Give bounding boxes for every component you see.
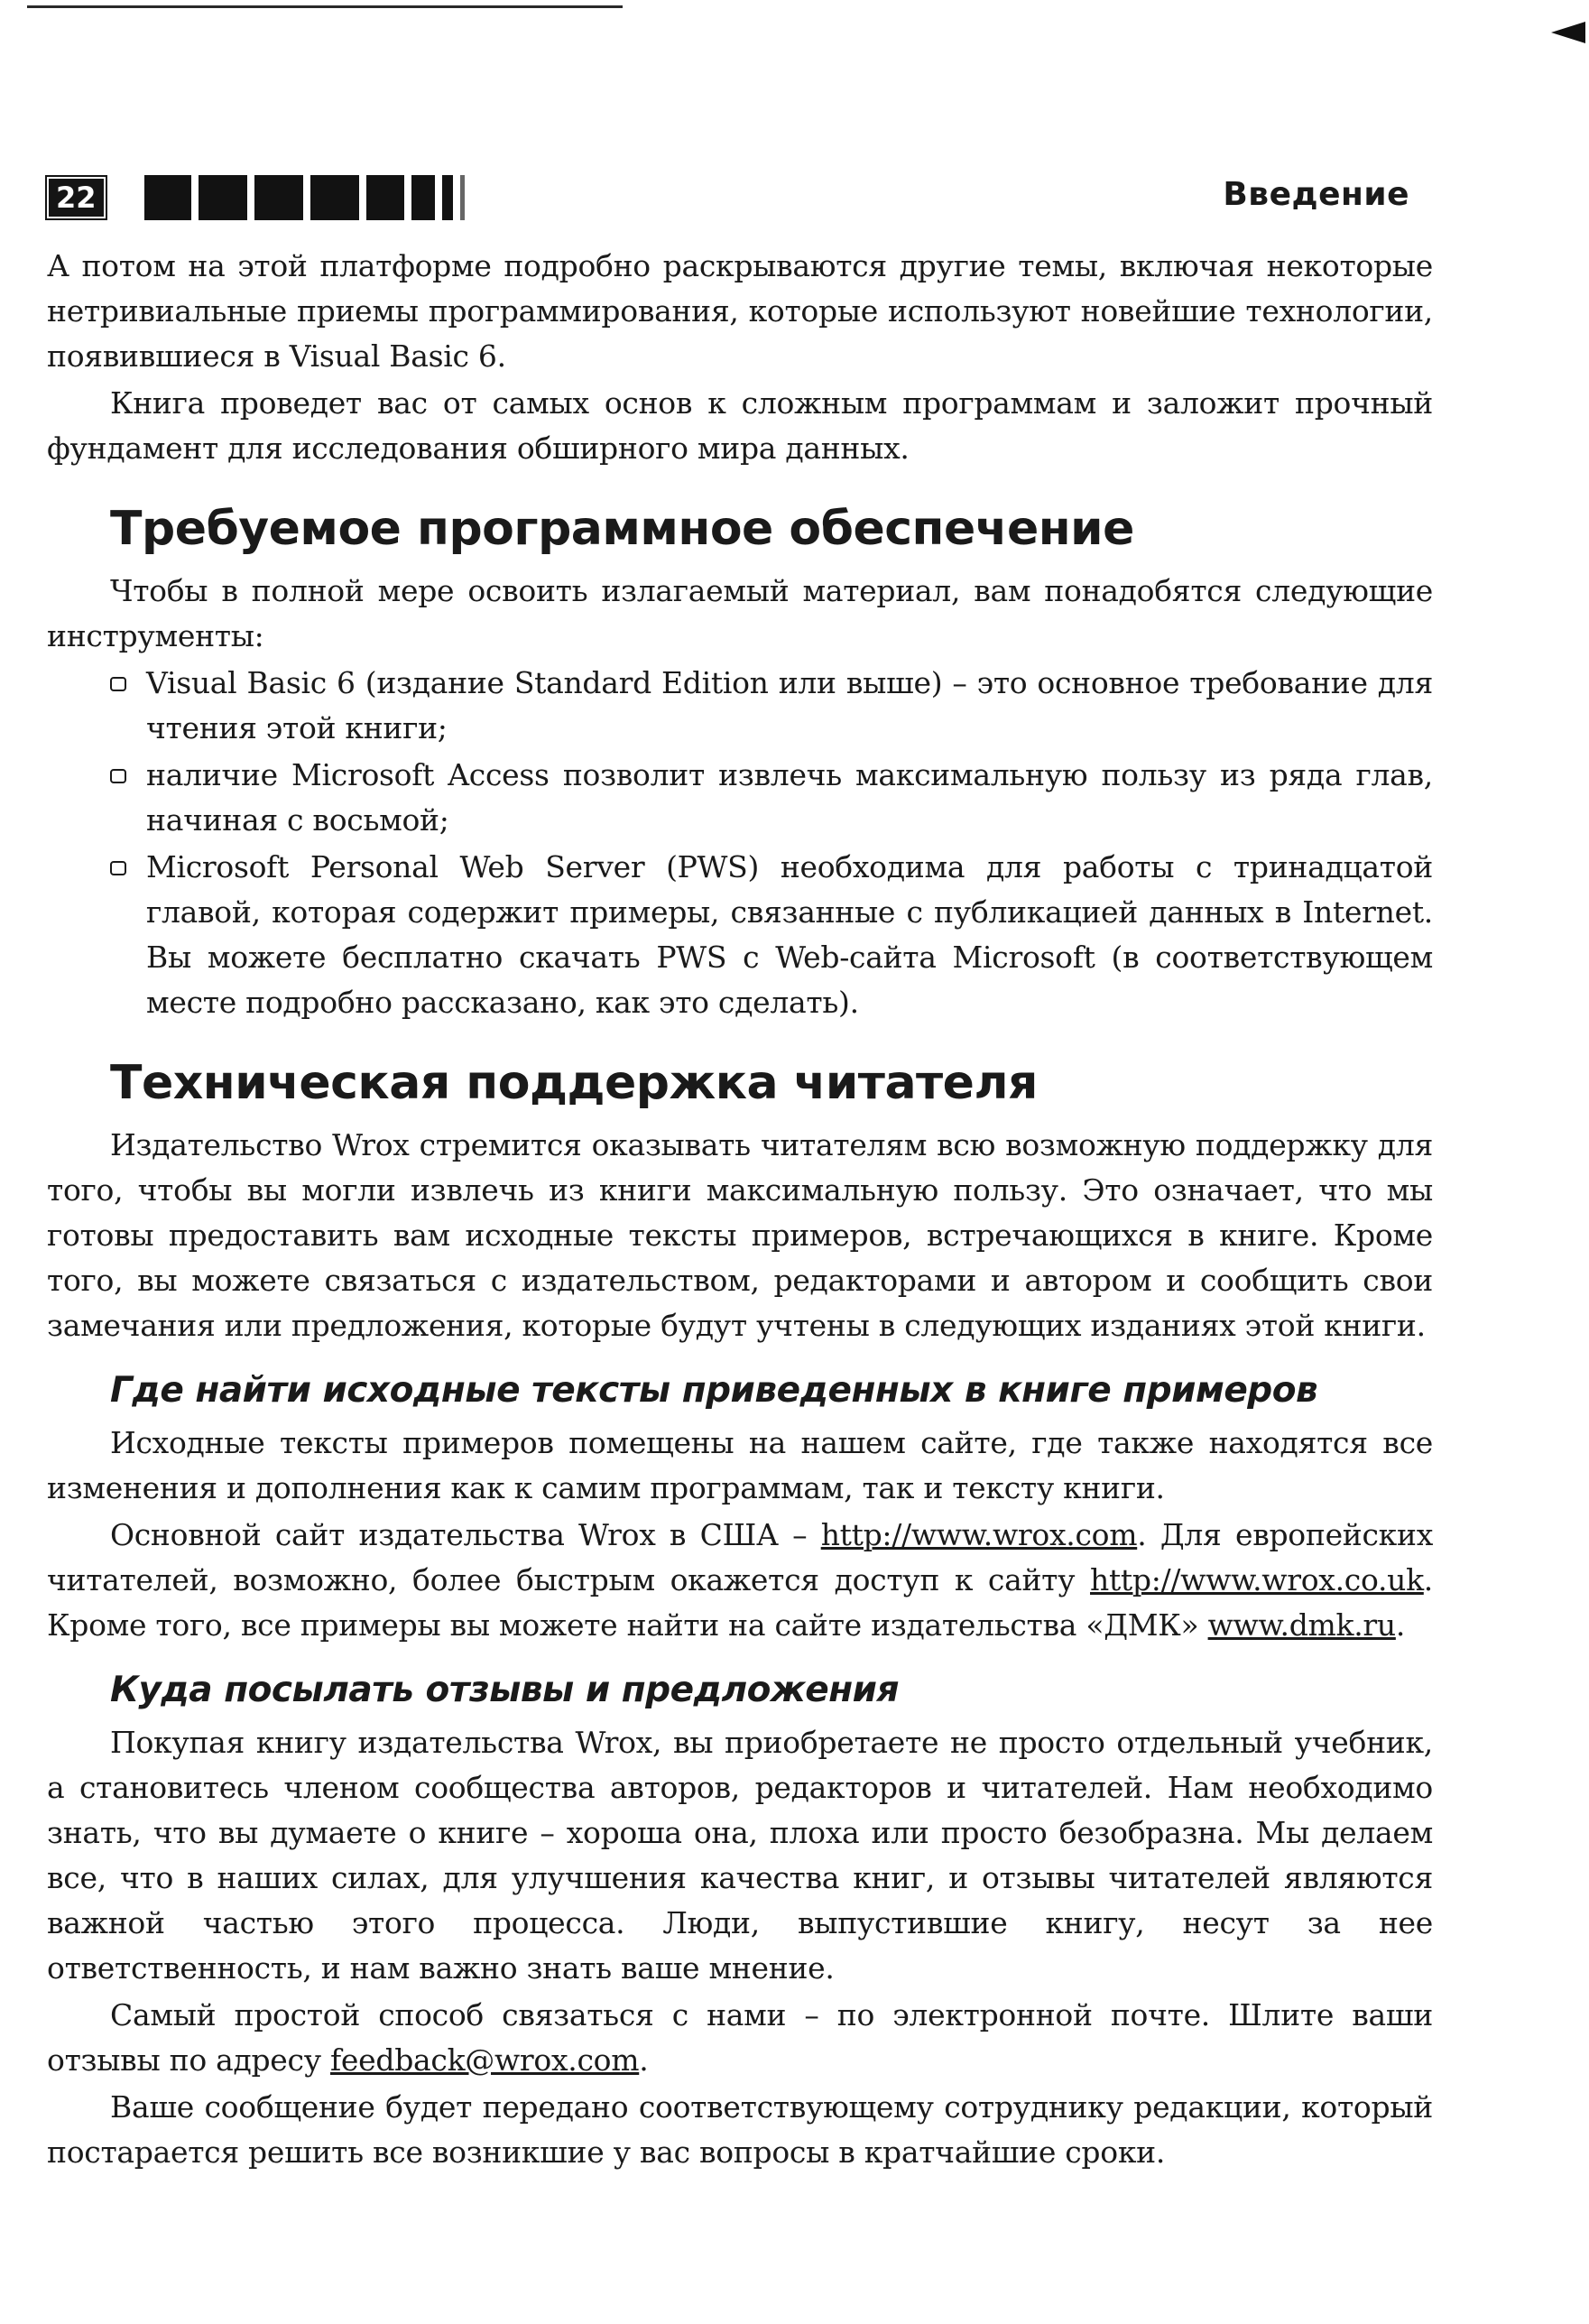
support-heading: Техническая поддержка читателя xyxy=(110,1056,1038,1110)
software-list xyxy=(47,661,1433,1025)
list-item: Visual Basic 6 (издание Standard Edition или выше) – это основное требование для чтения этой книги; xyxy=(110,661,1433,751)
sources-paragraph-1: Исходные тексты примеров помещены на нашем сайте, где также находятся все изменения и дополнения как к самим программам, так и тексту книги. xyxy=(47,1425,1433,1505)
support-paragraph: Издательство Wrox стремится оказывать читателям всю возможную поддержку для того, чтобы вы могли извлечь из книги максимальную пользу. Это означает, что мы готовы предоставить вам исходные тексты примеров, встречающихся в книге. Кроме того, вы можете связаться с издательством, редакторами и автором и сообщить свои замечания или предложения, которые будут учтены в следующих изданиях этой книги. xyxy=(47,1127,1433,1343)
list-item: наличие Microsoft Access позволит извлечь максимальную пользу из ряда глав, начиная с восьмой; xyxy=(110,753,1433,843)
checkbox-bullet-icon xyxy=(110,861,126,875)
checkbox-bullet-icon xyxy=(110,677,126,691)
sources-heading: Где найти исходные тексты приведенных в книге примеров xyxy=(110,1370,1318,1411)
section-title: Введение xyxy=(1223,176,1409,213)
corner-mark xyxy=(1551,22,1585,43)
intro-paragraph-2: Книга проведет вас от самых основ к сложным программам и заложит прочный фундамент для исследования обширного мира данных. xyxy=(47,385,1433,466)
intro-paragraph-1: А потом на этой платформе подробно раскрываются другие темы, включая некоторые нетривиальные приемы программирования, которые используют новейшие технологии, появившиеся в Visual Basic 6. xyxy=(47,248,1433,374)
feedback-paragraph-2: Самый простой способ связаться с нами – по электронной почте. Шлите ваши отзывы по адресу feedback@wrox.com. xyxy=(47,1997,1433,2078)
software-heading: Требуемое программное обеспечение xyxy=(110,502,1134,556)
feedback-heading: Куда посылать отзывы и предложения xyxy=(110,1670,900,1710)
feedback-paragraph-3: Ваше сообщение будет передано соответствующему сотруднику редакции, который постарается решить все возникшие у вас вопросы в кратчайшие сроки. xyxy=(47,2089,1433,2170)
wrox-us-link[interactable]: http://www.wrox.com xyxy=(820,1517,1138,1552)
feedback-paragraph-1: Покупая книгу издательства Wrox, вы приобретаете не просто отдельный учебник, а становитесь членом сообщества авторов, редакторов и читателей. Нам необходимо знать, что вы думаете о книге – хороша она, плоха или просто безобразна. Мы делаем все, что в наших силах, для улучшения качества книг, и отзывы читателей являются важной частью этого процесса. Люди, выпустившие книгу, несут за нее ответственность, и нам важно знать ваше мнение. xyxy=(47,1725,1433,1986)
checkbox-bullet-icon xyxy=(110,769,126,783)
page-content xyxy=(47,244,1433,2177)
software-lead: Чтобы в полной мере освоить излагаемый материал, вам понадобятся следующие инструменты: xyxy=(47,573,1433,653)
running-head xyxy=(45,173,1409,217)
wrox-uk-link[interactable]: http://www.wrox.co.uk xyxy=(1090,1562,1424,1597)
sources-paragraph-2: Основной сайт издательства Wrox в США – http://www.wrox.com. Для европейских читателей, возможно, более быстрым окажется доступ к сайту http://www.wrox.co.uk. Кроме того, все примеры вы можете найти на сайте издательства «ДМК» www.dmk.ru. xyxy=(47,1517,1434,1643)
page-number: 22 xyxy=(45,175,107,220)
dmk-link[interactable]: www.dmk.ru xyxy=(1207,1607,1396,1643)
list-item: Microsoft Personal Web Server (PWS) необходима для работы с тринадцатой главой, которая содержит примеры, связанные с публикацией данных в Internet. Вы можете бесплатно скачать PWS с Web-сайта Microsoft (в соответствующем месте подробно рассказано, как это сделать). xyxy=(110,845,1433,1025)
feedback-email-link[interactable]: feedback@wrox.com xyxy=(330,2042,640,2078)
top-rule xyxy=(27,5,623,8)
